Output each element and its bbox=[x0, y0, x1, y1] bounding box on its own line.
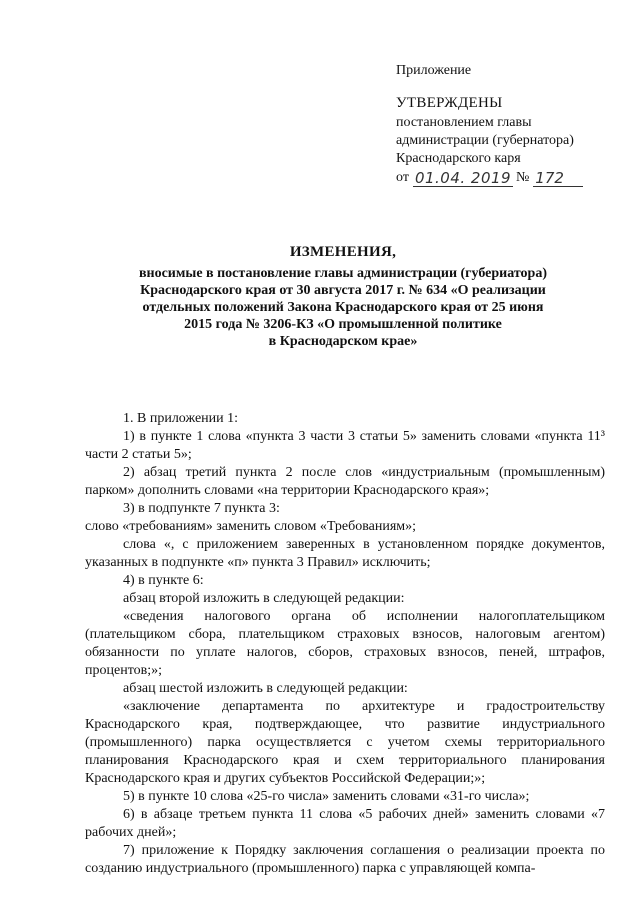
paragraph: 2) абзац третий пункта 2 после слов «индустриальным (промышленным) парком» дополнить словами «на территории Краснодарского края»; bbox=[85, 465, 605, 498]
paragraph: 4) в пункте 6: bbox=[123, 573, 204, 588]
document-title bbox=[108, 244, 578, 350]
paragraph: слова «, с приложением заверенных в установленном порядке документов, указанных в подпункте «п» пункта 3 Правил» исключить; bbox=[85, 537, 605, 570]
approval-line-3: Краснодарского каря bbox=[396, 151, 521, 166]
title-line-1: вносимые в постановление главы администрации (губериатора) bbox=[138, 266, 548, 281]
title-heading: ИЗМЕНЕНИЯ, bbox=[289, 244, 397, 260]
paragraph: «сведения налогового органа об исполнении налогоплательщиком (плательщиком сбора, плательщиком страховых взносов, налоговым агентом) обязанности по уплате налогов, сборов, страховых взносов, пеней, штрафов, процентов;»; bbox=[85, 609, 605, 678]
number-sign: № bbox=[515, 170, 530, 185]
handwritten-number: 172 bbox=[533, 170, 583, 187]
approval-line-1: постановлением главы bbox=[396, 115, 532, 130]
paragraph: 7) приложение к Порядку заключения соглашения о реализации проекта по созданию индустриального (промышленного) парка с управляющей компа- bbox=[85, 843, 605, 876]
appendix-label: Приложение bbox=[396, 63, 472, 78]
title-line-5: в Краснодарском крае» bbox=[268, 334, 418, 349]
title-line-2: Краснодарского края от 30 августа 2017 г. № 634 «О реализации bbox=[140, 283, 546, 298]
paragraph: 3) в подпункте 7 пункта 3: bbox=[123, 501, 280, 516]
paragraph: 6) в абзаце третьем пункта 11 слова «5 рабочих дней» заменить словами «7 рабочих дней»; bbox=[85, 807, 605, 840]
paragraph: абзац второй изложить в следующей редакции: bbox=[123, 591, 405, 606]
document-body bbox=[85, 410, 605, 878]
paragraph: 1) в пункте 1 слова «пункта 3 части 3 статьи 5» заменить словами «пункта 11³ части 2 статьи 5»; bbox=[85, 429, 605, 462]
date-number-row bbox=[396, 169, 626, 187]
approval-block bbox=[396, 62, 626, 187]
handwritten-date: 01.04. 2019 bbox=[414, 169, 512, 187]
paragraph: абзац шестой изложить в следующей редакции: bbox=[123, 681, 408, 696]
paragraph: 1. В приложении 1: bbox=[123, 411, 239, 426]
approved-heading: УТВЕРЖДЕНЫ bbox=[396, 95, 503, 111]
paragraph: 5) в пункте 10 слова «25-го числа» заменить словами «31-го числа»; bbox=[123, 789, 530, 804]
from-label: от bbox=[396, 170, 409, 185]
title-line-4: 2015 года № 3206-КЗ «О промышленной политике bbox=[184, 317, 502, 332]
paragraph: «заключение департамента по архитектуре и градостроительству Краснодарского края, подтверждающее, что развитие индустриального (промышленного) парка осуществляется с учетом схемы территориального планирования Краснодарского края и схем территориального планирования Краснодарского края и других субъектов Российской Федерации;»; bbox=[85, 699, 605, 786]
paragraph: слово «требованиям» заменить словом «Требованиям»; bbox=[85, 519, 417, 534]
approval-line-2: администрации (губернатора) bbox=[396, 133, 574, 148]
title-line-3: отдельных положений Закона Краснодарского края от 25 июня bbox=[142, 300, 544, 315]
